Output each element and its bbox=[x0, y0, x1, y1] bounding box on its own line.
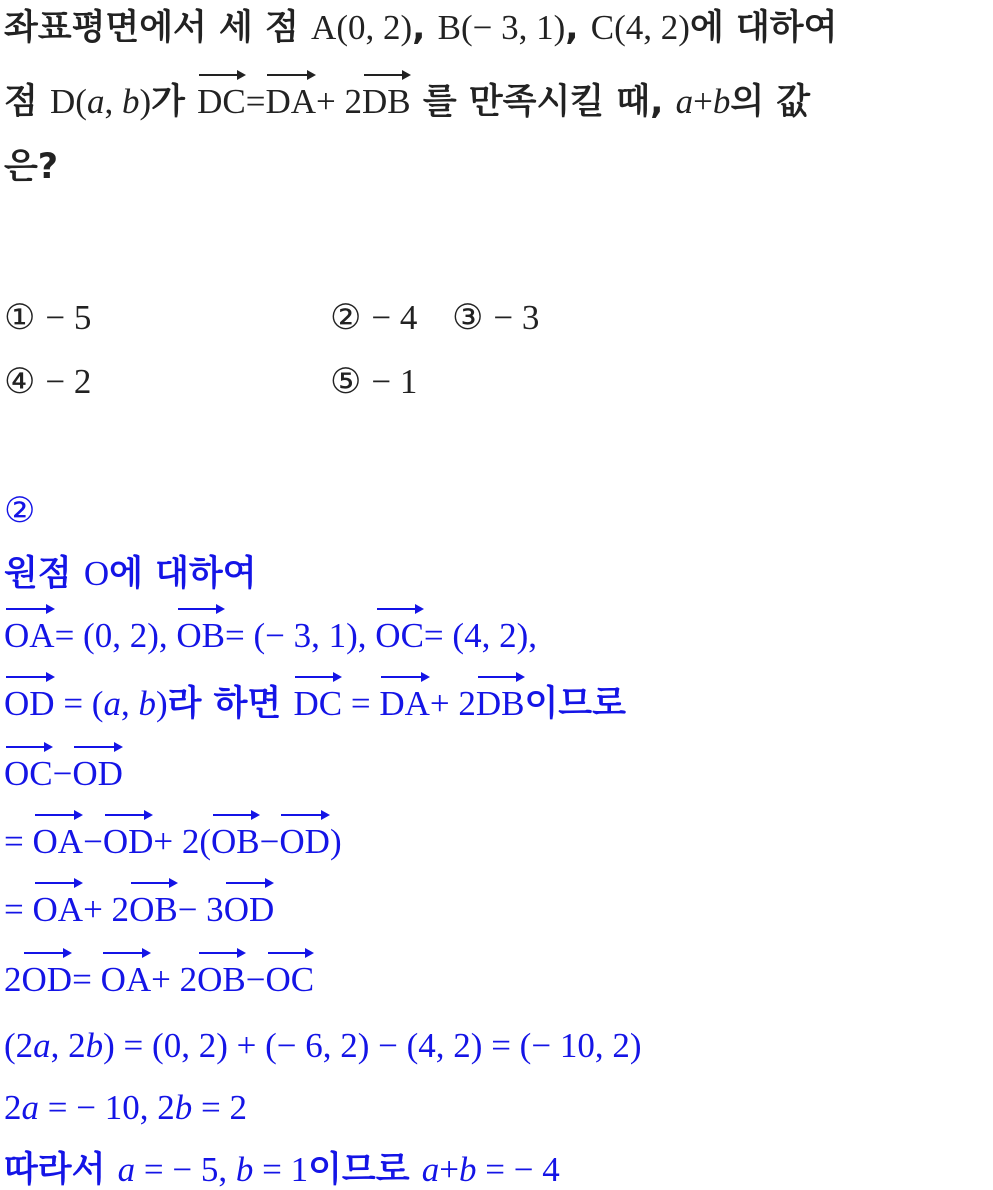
vector-OA: OA bbox=[4, 606, 55, 653]
math-expr: = 2 bbox=[192, 1088, 247, 1127]
vector-OD: OD bbox=[224, 880, 275, 927]
vector-OB: OB bbox=[197, 950, 246, 997]
coefficient: 2 bbox=[4, 960, 22, 999]
plus-two: + 2 bbox=[151, 960, 198, 999]
math-expr: = − 10, 2 bbox=[39, 1088, 175, 1127]
vector-DB: DB bbox=[476, 674, 525, 721]
vector-DA: DA bbox=[379, 674, 430, 721]
question-text: 를 만족시킬 때, bbox=[410, 82, 676, 122]
solution-line-9 bbox=[4, 1090, 247, 1126]
equals-sign: = bbox=[72, 960, 101, 999]
var-b: b bbox=[174, 1088, 193, 1127]
vector-OB: OB bbox=[129, 880, 178, 927]
question-line-2 bbox=[4, 72, 810, 120]
choice-value: − 2 bbox=[45, 362, 92, 401]
question-text: 점 bbox=[4, 82, 50, 122]
math-expr: + 2( bbox=[153, 822, 212, 861]
vector-OD: OD bbox=[103, 812, 154, 859]
question-text: 의 값 bbox=[730, 82, 811, 122]
var-a: a bbox=[421, 1150, 440, 1189]
math-expr: = (0, 2), bbox=[54, 616, 177, 655]
solution-text: 이므로 bbox=[308, 1150, 422, 1190]
point-B-label: B bbox=[437, 8, 461, 47]
separator: , bbox=[412, 8, 438, 48]
question-text: 은? bbox=[4, 147, 59, 187]
choice-5[interactable] bbox=[330, 364, 417, 400]
var-b: b bbox=[138, 684, 156, 723]
var-b: b bbox=[85, 1026, 104, 1065]
paren: ) bbox=[329, 822, 342, 861]
vector-DB: DB bbox=[362, 72, 411, 119]
math-expr: = ( bbox=[54, 684, 104, 723]
paren: ( bbox=[75, 82, 87, 121]
vector-OB: OB bbox=[176, 606, 225, 653]
solution-line-6 bbox=[4, 880, 274, 928]
choice-number: ① bbox=[4, 298, 36, 338]
vector-OD: OD bbox=[4, 674, 55, 721]
vector-OD: OD bbox=[279, 812, 330, 859]
math-expr: = − 4 bbox=[476, 1150, 560, 1189]
plus-two: + 2 bbox=[429, 684, 476, 723]
paren: ) bbox=[139, 82, 152, 121]
var-a: a bbox=[117, 1150, 136, 1189]
minus-sign: − bbox=[245, 960, 266, 999]
var-a: a bbox=[675, 82, 694, 121]
point-A-label: A bbox=[311, 8, 337, 47]
vector-OB: OB bbox=[211, 812, 260, 859]
vector-DA: DA bbox=[265, 72, 316, 119]
comma: , bbox=[120, 684, 139, 723]
var-a: a bbox=[103, 684, 121, 723]
solution-line-5 bbox=[4, 812, 342, 860]
solution-line-10 bbox=[4, 1152, 560, 1188]
math-expr: = (− 3, 1), bbox=[225, 616, 376, 655]
vector-OD: OD bbox=[72, 744, 123, 791]
point-B-coord: (− 3, 1) bbox=[460, 8, 566, 47]
vector-OA: OA bbox=[101, 950, 152, 997]
minus-sign: − bbox=[52, 754, 73, 793]
choice-number: ③ bbox=[452, 298, 484, 338]
var-b: b bbox=[712, 82, 731, 121]
minus-three: − 3 bbox=[177, 890, 224, 929]
equals-sign: = bbox=[342, 684, 380, 723]
minus-sign: − bbox=[259, 822, 280, 861]
paren: ) bbox=[155, 684, 168, 723]
choice-3[interactable] bbox=[452, 300, 539, 336]
choice-value: − 5 bbox=[45, 298, 92, 337]
var-b: b bbox=[121, 82, 140, 121]
point-A-coord: (0, 2) bbox=[336, 8, 413, 47]
math-expr: (2 bbox=[4, 1026, 34, 1065]
vector-DC: DC bbox=[197, 72, 246, 119]
solution-text: 에 대하여 bbox=[109, 554, 257, 594]
answer-number: ② bbox=[4, 491, 36, 531]
question-text: 에 대하여 bbox=[689, 8, 838, 48]
origin-label: O bbox=[83, 554, 110, 593]
choice-value: − 3 bbox=[493, 298, 540, 337]
math-expr: = 1 bbox=[253, 1150, 309, 1189]
var-a: a bbox=[21, 1088, 39, 1127]
solution-line-4 bbox=[4, 744, 123, 792]
solution-text: 이므로 bbox=[524, 684, 626, 724]
vector-DC: DC bbox=[293, 674, 342, 721]
math-expr: = (4, 2), bbox=[423, 616, 537, 655]
question-line-3 bbox=[4, 147, 59, 187]
point-C-coord: (4, 2) bbox=[614, 8, 690, 47]
choice-value: − 1 bbox=[371, 362, 418, 401]
solution-line-2 bbox=[4, 606, 537, 654]
choice-number: ② bbox=[330, 298, 362, 338]
math-expr: = − 5, bbox=[135, 1150, 236, 1189]
question-text: 가 bbox=[151, 82, 198, 122]
minus-sign: − bbox=[83, 822, 103, 861]
var-b: b bbox=[235, 1150, 254, 1189]
solution-text: 원점 bbox=[4, 554, 84, 594]
separator: , bbox=[565, 8, 591, 48]
point-C-label: C bbox=[590, 8, 615, 47]
plus-sign: + bbox=[693, 82, 713, 121]
vector-OD: OD bbox=[22, 950, 73, 997]
vector-OC: OC bbox=[266, 950, 315, 997]
equals-sign: = bbox=[4, 822, 33, 861]
equals-sign: = bbox=[4, 890, 33, 929]
solution-text: 따라서 bbox=[4, 1150, 118, 1190]
choice-4[interactable] bbox=[4, 364, 91, 400]
var-b: b bbox=[458, 1150, 477, 1189]
var-a: a bbox=[33, 1026, 51, 1065]
choice-number: ④ bbox=[4, 362, 36, 402]
solution-line-8 bbox=[4, 1028, 642, 1064]
equals-sign: = bbox=[245, 82, 266, 121]
vector-OA: OA bbox=[33, 880, 84, 927]
solution-line-3 bbox=[4, 674, 626, 722]
plus-two: + 2 bbox=[83, 890, 130, 929]
math-expr: ) = (0, 2) + (− 6, 2) − (4, 2) = (− 10, 2) bbox=[103, 1026, 642, 1065]
choice-value: − 4 bbox=[371, 298, 418, 337]
vector-OC: OC bbox=[4, 744, 53, 791]
choice-2[interactable] bbox=[330, 300, 417, 336]
plus-two: + 2 bbox=[316, 82, 363, 121]
answer-mark bbox=[4, 491, 36, 531]
choice-number: ⑤ bbox=[330, 362, 362, 402]
question-line-1 bbox=[4, 10, 837, 46]
math-expr: , 2 bbox=[50, 1026, 86, 1065]
solution-line-7 bbox=[4, 950, 314, 998]
math-expr: 2 bbox=[4, 1088, 22, 1127]
var-a: a bbox=[86, 82, 105, 121]
solution-line-1 bbox=[4, 556, 257, 592]
plus-sign: + bbox=[439, 1150, 459, 1189]
comma: , bbox=[104, 82, 122, 121]
vector-OC: OC bbox=[375, 606, 424, 653]
choice-1[interactable] bbox=[4, 300, 91, 336]
point-D-label: D bbox=[50, 82, 76, 121]
vector-OA: OA bbox=[33, 812, 84, 859]
question-text: 좌표평면에서 세 점 bbox=[4, 8, 312, 48]
solution-text: 라 하면 bbox=[167, 684, 294, 724]
